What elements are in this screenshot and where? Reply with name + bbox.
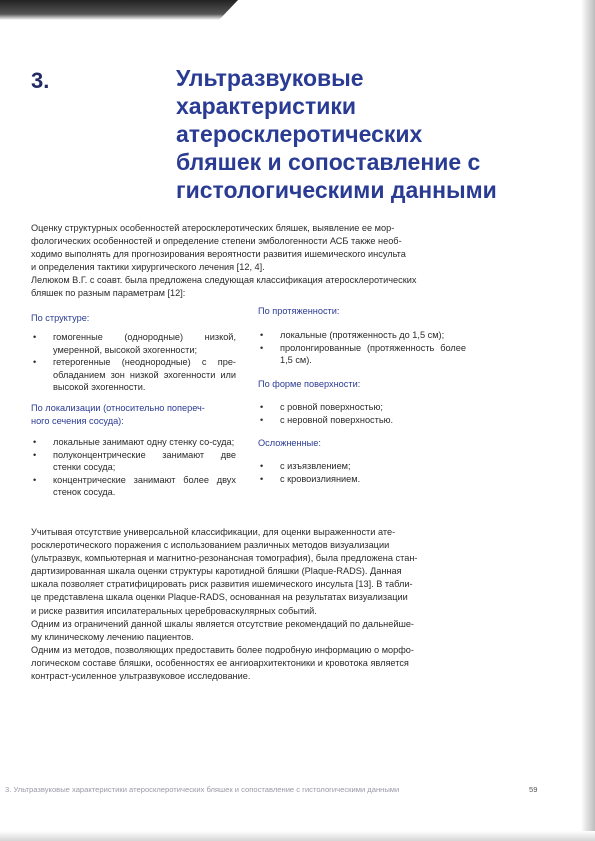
section-title-line: характеристики [176,93,357,119]
heading-by-surface: По форме поверхности: [258,379,361,389]
section-title-line: Ультразвуковые [176,65,364,91]
conclusion-line: дартизированная шкала оценки структуры каротидной бляшки (Plaque-RADS). Данная [31,566,402,577]
conclusion-line: логическом составе бляшки, особенностях ее ангиоархитектоники и кровотока является [31,657,409,668]
list-item: • пролонгированные (протяженность более 1,5 см). [258,342,466,367]
conclusion-line: (ультразвук, компьютерная и магнитно-резонансная томография), была предложена стан- [31,553,418,564]
intro-line: и определения тактики хирургического лечения [12, 4]. [31,262,265,273]
list-by-surface [258,401,466,426]
scan-page-edge [581,0,595,841]
heading-line: ного сечения сосуда): [31,416,124,426]
conclusion-paragraph [31,526,551,683]
heading-complicated: Осложненные: [258,438,321,448]
conclusion-line: Одним из ограничений данной шкалы является отсутствие рекомендаций по дальнейше- [31,618,414,629]
list-item: • локальные (протяженность до 1,5 см); [258,329,466,342]
conclusion-line: це представлена шкала оценки Plaque-RADS, основанная на результатах визуализации [31,592,408,603]
section-title-line: бляшек и сопоставление с [176,149,481,175]
conclusion-line: Учитывая отсутствие универсальной классификации, для оценки выраженности ате- [31,527,396,537]
section-number: 3. [31,68,50,93]
intro-line: ходимо выполнять для прогнозирования вероятности развития ишемического инсульта [31,249,406,260]
list-complicated [258,460,466,485]
footer-running-title: 3. Ультразвуковые характеристики атеросклеротических бляшек и сопоставление с гистологическими данными [5,785,400,794]
conclusion-line: Одним из методов, позволяющих предоставить более подробную информацию о морфо- [31,644,414,655]
scan-binding-shadow [0,0,238,20]
conclusion-line: контраст-усиленное ультразвуковое исследование. [31,671,251,682]
heading-by-localization [31,402,205,428]
scan-bottom-edge [0,831,595,841]
section-title-line: атеросклеротических [176,121,423,147]
list-item: • с изъязвлением; [258,460,466,473]
list-item: • гомогенные (однородные) низкой, умеренной, высокой эхогенности; [31,331,236,356]
list-by-length [258,329,466,367]
heading-by-length: По протяженности: [258,306,340,316]
section-title [176,64,556,204]
page-number: 59 [529,785,538,794]
list-item: • гетерогенные (неоднородные) с пре-обладанием зон низкой эхогенности или высокой эхогенности. [31,356,236,394]
conclusion-line: и риске развития ипсилатеральных цереброваскулярных событий. [31,605,317,616]
intro-line: Лелюком В.Г. с соавт. была предложена следующая классификация атеросклеротических [31,275,417,286]
list-item: • с неровной поверхностью. [258,414,466,427]
section-title-line: гистологическими данными [176,177,497,203]
list-item: • с кровоизлиянием. [258,473,466,486]
list-item: • полуконцентрические занимают две стенки сосуда; [31,449,236,474]
list-item: • концентрические занимают более двух стенок сосуда. [31,474,236,499]
intro-line: Оценку структурных особенностей атеросклеротических бляшек, выявление ее мор- [31,223,395,233]
list-by-structure [31,331,236,394]
conclusion-line: росклеротического поражения с использованием различных методов визуализации [31,540,390,551]
heading-line: По локализации (относительно попереч- [31,403,205,413]
list-item: • с ровной поверхностью; [258,401,466,414]
heading-by-structure: По структуре: [31,313,90,323]
intro-line: фологических особенностей и определение степени эмбологенности АСБ также необ- [31,236,402,247]
intro-paragraph [31,222,551,301]
list-by-localization [31,436,236,499]
conclusion-line: шкала позволяет стратифицировать риск развития ишемического инсульта [13]. В табли- [31,579,413,590]
intro-line: бляшек по разным параметрам [12]: [31,288,186,299]
list-item: • локальные занимают одну стенку со-суда; [31,436,236,449]
conclusion-line: му клиническому лечению пациентов. [31,631,194,642]
